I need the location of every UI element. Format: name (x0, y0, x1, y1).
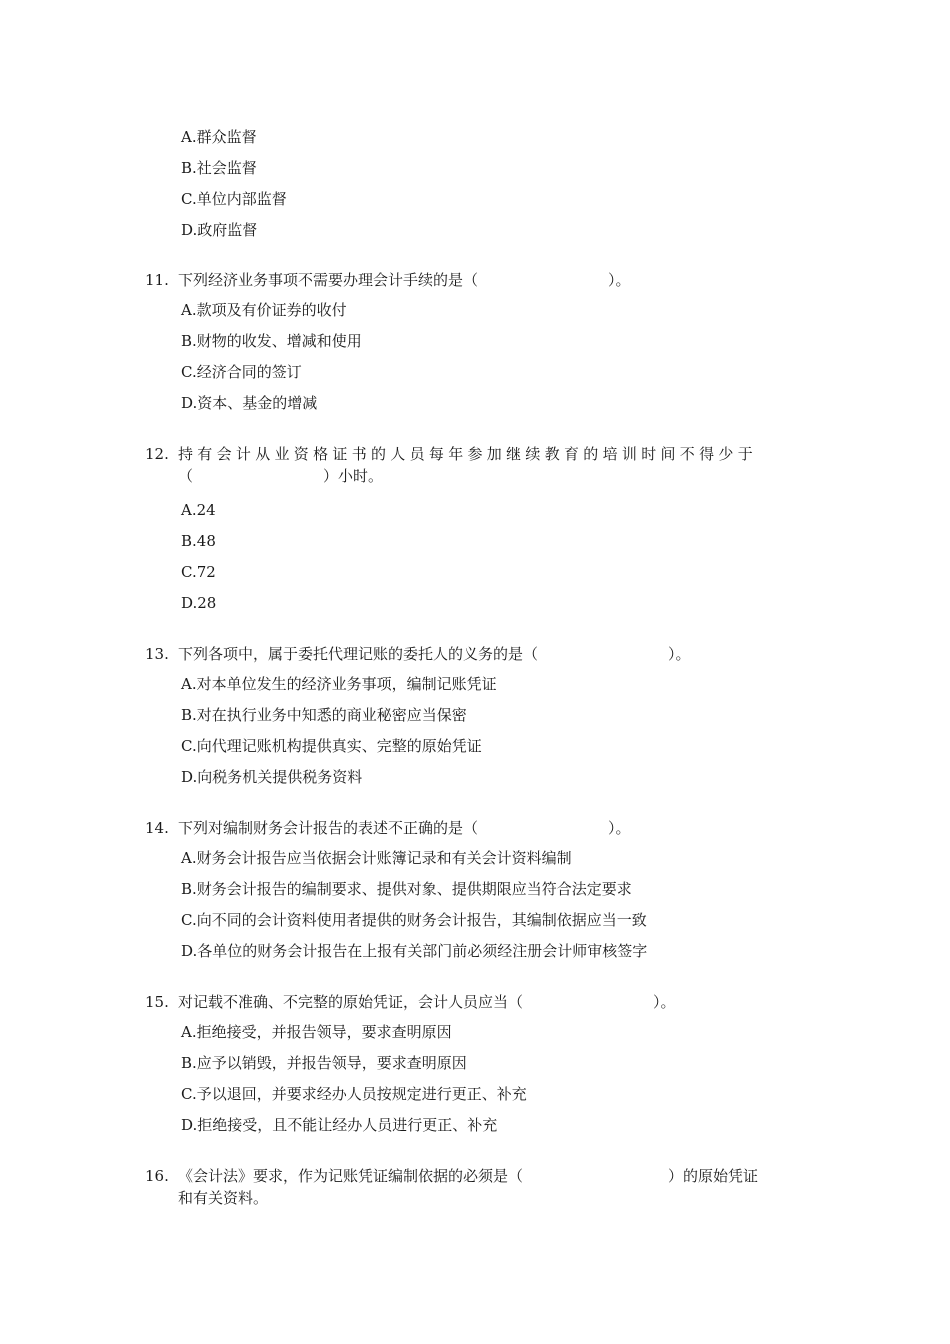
option-a: A.24 (181, 501, 216, 519)
question-12 (145, 444, 810, 624)
stem-text-end: ）。 (653, 993, 676, 1011)
question-stem (178, 270, 810, 290)
question-number: 16. (145, 1167, 169, 1185)
question-stem (178, 444, 810, 488)
option-d: D.向税务机关提供税务资料 (181, 768, 363, 786)
question-number: 14. (145, 819, 169, 837)
stem-text-end: ）。 (668, 645, 691, 663)
stem-text: 《会计法》要求，作为记账凭证编制依据的必须是（ (178, 1167, 524, 1185)
option-d: D.各单位的财务会计报告在上报有关部门前必须经注册会计师审核签字 (181, 942, 648, 960)
options-list (181, 500, 810, 624)
option-c: C.经济合同的签订 (181, 363, 302, 381)
options-list (181, 300, 810, 424)
question-15 (145, 992, 810, 1146)
stem-text: 下列各项中，属于委托代理记账的委托人的义务的是（ (178, 645, 539, 663)
stem-text-end: ）。 (608, 271, 631, 289)
stem-text: 下列经济业务事项不需要办理会计手续的是（ (178, 271, 479, 289)
option-d: D.资本、基金的增减 (181, 394, 318, 412)
stem-text: 下列对编制财务会计报告的表述不正确的是（ (178, 819, 479, 837)
stem-line-1: 持有会计从业资格证书的人员每年参加继续教育的培训时间不得少于 (178, 445, 758, 463)
question-13 (145, 644, 810, 798)
option-a: A.群众监督 (181, 128, 257, 146)
option-b: B.财物的收发、增减和使用 (181, 332, 362, 350)
option-d: D.28 (181, 594, 217, 612)
options-list (181, 1022, 810, 1146)
stem-line-2 (178, 464, 810, 488)
previous-question-options (181, 127, 287, 251)
stem-text-end: ）小时。 (323, 467, 384, 485)
stem-line-2: 和有关资料。 (178, 1189, 269, 1207)
options-list (181, 848, 810, 972)
option-b: B.对在执行业务中知悉的商业秘密应当保密 (181, 706, 467, 724)
option-c: C.向不同的会计资料使用者提供的财务会计报告，其编制依据应当一致 (181, 911, 647, 929)
stem-text: 对记载不准确、不完整的原始凭证，会计人员应当（ (178, 993, 524, 1011)
question-14 (145, 818, 810, 972)
question-number: 11. (145, 271, 169, 289)
stem-text-end: ）的原始凭证 (668, 1167, 759, 1185)
question-number: 15. (145, 993, 169, 1011)
stem-line-1 (178, 1166, 810, 1186)
stem-text-end: ）。 (608, 819, 631, 837)
option-b: B.社会监督 (181, 159, 257, 177)
stem-text: （ (178, 467, 194, 485)
option-b: B.48 (181, 532, 216, 550)
question-stem (178, 992, 810, 1012)
option-a: A.财务会计报告应当依据会计账簿记录和有关会计资料编制 (181, 849, 572, 867)
option-a: A.对本单位发生的经济业务事项，编制记账凭证 (181, 675, 497, 693)
option-d: D.拒绝接受，且不能让经办人员进行更正、补充 (181, 1116, 498, 1134)
option-c: C.向代理记账机构提供真实、完整的原始凭证 (181, 737, 482, 755)
question-number: 13. (145, 645, 169, 663)
question-stem (178, 644, 810, 664)
option-b: B.财务会计报告的编制要求、提供对象、提供期限应当符合法定要求 (181, 880, 632, 898)
option-c: C.予以退回，并要求经办人员按规定进行更正、补充 (181, 1085, 527, 1103)
question-16 (145, 1166, 810, 1210)
question-number: 12. (145, 445, 169, 463)
option-c: C.72 (181, 563, 216, 581)
option-b: B.应予以销毁，并报告领导，要求查明原因 (181, 1054, 467, 1072)
option-c: C.单位内部监督 (181, 190, 287, 208)
option-d: D.政府监督 (181, 221, 258, 239)
options-list (181, 674, 810, 798)
option-a: A.款项及有价证券的收付 (181, 301, 347, 319)
question-stem (178, 818, 810, 838)
question-11 (145, 270, 810, 424)
option-a: A.拒绝接受，并报告领导，要求查明原因 (181, 1023, 452, 1041)
question-stem (178, 1166, 810, 1210)
